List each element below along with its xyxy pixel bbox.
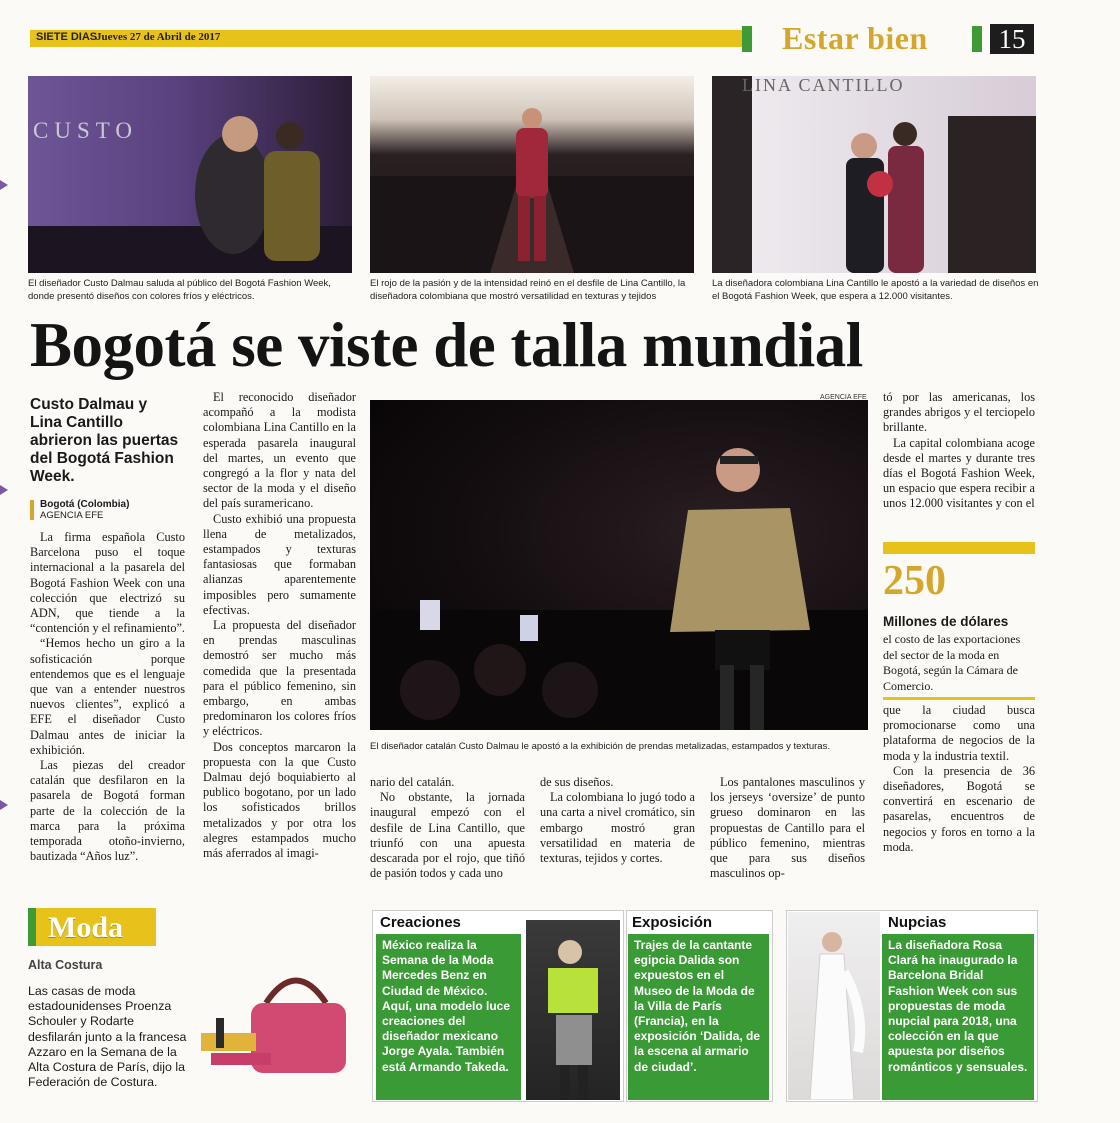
main-photo-caption: El diseñador catalán Custo Dalmau le apostó a la exhibición de prendas metalizadas, estampados y texturas. [370,741,830,752]
article-column-1 [30,530,185,864]
article-column-lower-3 [710,775,865,881]
page-number: 15 [990,24,1034,54]
page-edge-arrow-icon [0,180,8,190]
creaciones-text: México realiza la Semana de la Moda Mercedes Benz en Ciudad de México. Aquí, una modelo luce creaciones del diseñador mexicano Jorge Ayala. También está Armando Takeda. [382,938,511,1074]
photo-caption: La diseñadora colombiana Lina Cantillo le apostó a la variedad de diseños en el Bogotá Fashion Week, que espera a 12.000 visitantes. [712,278,1039,302]
paragraph: La capital colombiana acoge desde el martes y durante tres días el Bogotá Fashion Week, un espacio que espera recibir a unos 12.000 visitantes y con el [883,435,1035,511]
page-accent [972,26,982,52]
exposicion-text: Trajes de la cantante egipcia Dalida son expuestos en el Museo de la Moda de la Villa de París (Francia), en la exposición ‘Dalida, de la escena al armario de ciudad’. [634,938,761,1074]
issue-date: Jueves 27 de Abril de 2017 [96,31,221,43]
creaciones-photo [526,920,620,1100]
photo-caption: El rojo de la pasión y de la intensidad reinó en el desfile de Lina Cantillo, la diseñadora colombiana que mostró versatilidad en texturas y tejidos [370,278,686,302]
dateline-accent [30,500,34,520]
article-column-3 [883,390,1035,512]
paragraph: que la ciudad busca promocionarse como una plataforma de negocios de la moda y la industria textil. [883,703,1035,763]
photo-lina-cantillo-designer [712,76,1036,273]
custo-logo: CUSTO [33,118,138,143]
section-title: Estar bien [782,20,928,56]
stat-divider [883,697,1035,700]
paragraph: “Hemos hecho un giro a la sofisticación porque entendemos que es el lenguaje que van a entender nuestros nuevos clientes”, explicó a EFE el diseñador Custo Dalmau antes de iniciar la exhibición. [30,636,185,757]
paragraph: Dos conceptos marcaron la propuesta con la que Custo Dalmau dejó boquiabierto al publico bogotano, por un lado los sofisticados brillos metalizados y por otra los alegres estampados mucho más aferrados al imagi- [203,739,356,861]
page-edge-arrow-icon [0,485,8,495]
creaciones-title: Creaciones [380,914,461,931]
paragraph: nario del catalán. [370,775,455,789]
paragraph: No obstante, la jornada inaugural empezó con el desfile de Lina Cantillo, que triunfó con una apuesta descarada por el rojo, que tiñó de pasión todos y cada uno [370,790,525,881]
paragraph: Las piezas del creador catalán que desfilaron en la pasarela de Bogotá forman parte de la colección de la marca para la próxima temporada otoño-invierno, bautizada “Años luz”. [30,758,185,864]
subhead: Custo Dalmau y Lina Cantillo abrieron las puertas del Bogotá Fashion Week. [30,396,179,485]
dateline-agency: AGENCIA EFE [40,510,104,521]
paragraph: El reconocido diseñador acompañó a la modista colombiana Lina Cantillo en la esperada pasarela inaugural del martes, un evento que congregó a la flor y nata del sector de la moda y el diseño del país suramericano. [203,390,356,511]
stat-number: 250 [883,558,946,604]
moda-accent [28,908,36,946]
stat-bar [883,542,1035,554]
paragraph: La firma española Custo Barcelona puso el toque internacional a la pasarela del Bogotá Fashion Week con una colección que electrizó su ADN, que tiende a la “contención y el refinamiento”. [30,530,186,636]
paragraph: La colombiana lo jugó todo a una carta a nivel cromático, sin embargo mostró gran versatilidad en materia de texturas, tejidos y cortes. [540,790,695,866]
paragraph: Custo exhibió una propuesta llena de metalizados, estampados y texturas fantasiosas que formaban alianzas aparentemente imposibles pero sumamente efectivas. [203,511,356,617]
paragraph: La propuesta del diseñador en prendas masculinas demostró ser mucho más comedida que la presentada para el público femenino, sin embargo, en ambas predominaron los colores fríos y eléctricos. [203,618,356,739]
paragraph: Los pantalones masculinos y los jerseys ‘oversize’ de punto grueso dominaron en las propuestas de Cantillo para el público femenino, mientras que para sus diseños masculinos op- [710,775,865,881]
exposicion-title: Exposición [632,914,713,931]
article-column-lower-2 [540,775,695,866]
page-edge-arrow-icon [0,800,8,810]
newspaper-name: SIETE DIAS [36,31,98,43]
handbag-photo [196,958,366,1098]
paragraph: Con la presencia de 36 diseñadores, Bogotá se convertirá en escenario de pasarelas, encuentros de negocios y foros en torno a la moda. [883,763,1035,854]
stat-text: el costo de las exportaciones del sector de la moda en Bogotá, según la Cámara de Comercio. [883,632,1021,693]
article-column-3-continued [883,703,1035,855]
lina-cantillo-logo: LINA CANTILLO [742,75,905,95]
header-accent [742,26,752,52]
moda-title: Moda [48,911,123,944]
nupcias-title: Nupcias [888,914,947,931]
dateline-city: Bogotá (Colombia) [40,499,130,510]
photo-credit: AGENCIA EFE [820,394,867,401]
photo-caption: El diseñador Custo Dalmau saluda al público del Bogotá Fashion Week, donde presentó diseños con colores fríos y eléctricos. [28,278,331,302]
photo-custo-dalmau [28,76,352,273]
stat-label: Millones de dólares [883,614,1009,629]
nupcias-text: La diseñadora Rosa Clará ha inaugurado la Barcelona Bridal Fashion Week con sus propuestas de moda nupcial para 2018, una colección en la que apuesta por diseños románticos y sensuales. [888,938,1028,1074]
headline: Bogotá se viste de talla mundial [30,310,863,380]
nupcias-photo [788,912,880,1100]
paragraph: de sus diseños. [540,775,614,789]
article-column-lower-1 [370,775,525,881]
article-column-2 [203,390,356,861]
moda-text: Las casas de moda estadounidenses Proenza Schouler y Rodarte desfilarán junto a la francesa Azzaro en la Semana de la Alta Costura de París, dijo la Federación de Costura. [28,984,187,1090]
main-photo-custo-runway [370,400,868,730]
paragraph: tó por las americanas, los grandes abrigos y el terciopelo brillante. [883,390,1035,435]
moda-subtitle: Alta Costura [28,958,103,972]
photo-lina-cantillo-runway [370,76,694,273]
